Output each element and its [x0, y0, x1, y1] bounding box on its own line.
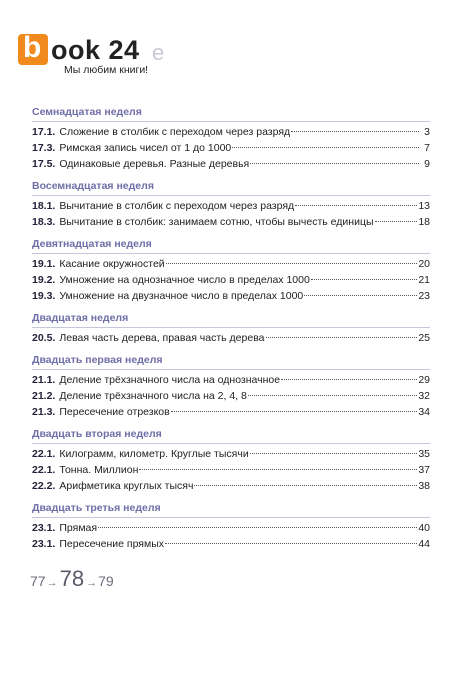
toc-entry[interactable]	[32, 124, 430, 140]
dot-leader	[291, 131, 419, 132]
logo-badge	[18, 31, 48, 65]
dot-leader	[375, 221, 418, 222]
entry-title: Арифметика круглых тысяч	[59, 480, 194, 492]
entry-title: Левая часть дерева, правая часть дерева	[59, 332, 265, 344]
entry-title: Тонна. Миллион	[59, 464, 139, 476]
entry-title: Одинаковые деревья. Разные деревья	[59, 158, 250, 170]
dot-leader	[304, 295, 417, 296]
entry-number: 18.1.	[32, 200, 56, 212]
entry-number: 22.1.	[32, 448, 56, 460]
toc-entry[interactable]	[32, 478, 430, 494]
toc-section	[32, 426, 430, 494]
entry-number: 22.2.	[32, 480, 56, 492]
entry-page-number: 7	[424, 142, 430, 154]
logo-ghost-letter: e	[152, 40, 165, 65]
entry-number: 17.5.	[32, 158, 56, 170]
section-title: Двадцать первая неделя	[32, 352, 430, 370]
entry-page-number: 32	[418, 390, 430, 402]
entry-number: 20.5.	[32, 332, 56, 344]
toc-entry[interactable]	[32, 156, 430, 172]
book24-logo[interactable]	[18, 31, 168, 86]
entry-page-number: 44	[418, 538, 430, 550]
entry-page-number: 37	[418, 464, 430, 476]
section-title: Семнадцатая неделя	[32, 104, 430, 122]
toc-entry[interactable]	[32, 140, 430, 156]
entry-page-number: 13	[418, 200, 430, 212]
entry-number: 21.1.	[32, 374, 56, 386]
section-title: Двадцать вторая неделя	[32, 426, 430, 444]
entry-number: 19.2.	[32, 274, 56, 286]
entry-title: Пересечение прямых	[59, 538, 165, 550]
entry-number: 21.2.	[32, 390, 56, 402]
toc-entry[interactable]	[32, 446, 430, 462]
dot-leader	[248, 395, 417, 396]
dot-leader	[281, 379, 417, 380]
section-title: Девятнадцатая неделя	[32, 236, 430, 254]
dot-leader	[165, 543, 417, 544]
entry-page-number: 38	[418, 480, 430, 492]
dot-leader	[139, 469, 417, 470]
entry-title: Деление трёхзначного числа на 2, 4, 8	[59, 390, 247, 402]
toc-entry[interactable]	[32, 404, 430, 420]
page-navigation	[30, 566, 114, 592]
entry-title: Римская запись чисел от 1 до 1000	[59, 142, 232, 154]
toc-entry[interactable]	[32, 330, 430, 346]
toc-entry[interactable]	[32, 214, 430, 230]
toc-section	[32, 236, 430, 304]
entry-title: Сложение в столбик с переходом через разряд	[59, 126, 291, 138]
dot-leader	[250, 453, 418, 454]
section-title: Двадцать третья неделя	[32, 500, 430, 518]
previous-page-number[interactable]: 77	[30, 573, 46, 589]
entry-title: Прямая	[59, 522, 98, 534]
toc-section	[32, 178, 430, 230]
toc-entry[interactable]	[32, 462, 430, 478]
dot-leader	[250, 163, 419, 164]
entry-number: 17.1.	[32, 126, 56, 138]
toc-entry[interactable]	[32, 372, 430, 388]
entry-page-number: 20	[418, 258, 430, 270]
entry-page-number: 40	[418, 522, 430, 534]
logo-letter: b	[23, 31, 42, 64]
dot-leader	[295, 205, 417, 206]
section-title: Восемнадцатая неделя	[32, 178, 430, 196]
entry-number: 18.3.	[32, 216, 56, 228]
toc-entry[interactable]	[32, 388, 430, 404]
logo-tagline: Мы любим книги!	[64, 64, 149, 76]
dot-leader	[171, 411, 418, 412]
entry-page-number: 23	[418, 290, 430, 302]
toc-section	[32, 500, 430, 552]
entry-title: Касание окружностей	[59, 258, 165, 270]
entry-title: Вычитание в столбик: занимаем сотню, чтобы вычесть единицы	[59, 216, 374, 228]
toc-section	[32, 104, 430, 172]
entry-title: Умножение на однозначное число в пределах 1000	[59, 274, 310, 286]
dot-leader	[232, 147, 419, 148]
toc-entry[interactable]	[32, 198, 430, 214]
entry-page-number: 35	[418, 448, 430, 460]
entry-title: Деление трёхзначного числа на однозначное	[59, 374, 281, 386]
entry-page-number: 3	[424, 126, 430, 138]
entry-number: 22.1.	[32, 464, 56, 476]
entry-number: 17.3.	[32, 142, 56, 154]
arrow-right-icon: →	[86, 577, 98, 589]
entry-number: 19.1.	[32, 258, 56, 270]
table-of-contents	[32, 98, 430, 552]
toc-section	[32, 352, 430, 420]
next-page-number[interactable]: 79	[98, 573, 114, 589]
entry-number: 21.3.	[32, 406, 56, 418]
entry-title: Умножение на двузначное число в пределах 1000	[59, 290, 304, 302]
entry-number: 19.3.	[32, 290, 56, 302]
toc-entry[interactable]	[32, 256, 430, 272]
section-title: Двадцатая неделя	[32, 310, 430, 328]
entry-page-number: 18	[418, 216, 430, 228]
entry-page-number: 34	[418, 406, 430, 418]
dot-leader	[266, 337, 418, 338]
toc-entry[interactable]	[32, 288, 430, 304]
entry-page-number: 9	[424, 158, 430, 170]
entry-number: 23.1.	[32, 522, 56, 534]
entry-page-number: 25	[418, 332, 430, 344]
logo-wordmark: ook 24	[51, 35, 140, 65]
entry-title: Пересечение отрезков	[59, 406, 170, 418]
entry-title: Вычитание в столбик с переходом через разряд	[59, 200, 295, 212]
entry-number: 23.1.	[32, 538, 56, 550]
toc-entry[interactable]	[32, 272, 430, 288]
arrow-right-icon: →	[46, 577, 58, 589]
entry-title: Килограмм, километр. Круглые тысячи	[59, 448, 249, 460]
entry-page-number: 29	[418, 374, 430, 386]
dot-leader	[98, 527, 417, 528]
toc-entry[interactable]	[32, 536, 430, 552]
entry-page-number: 21	[418, 274, 430, 286]
toc-section	[32, 310, 430, 346]
dot-leader	[311, 279, 418, 280]
dot-leader	[194, 485, 417, 486]
toc-entry[interactable]	[32, 520, 430, 536]
dot-leader	[166, 263, 418, 264]
current-page-number: 78	[59, 566, 85, 591]
